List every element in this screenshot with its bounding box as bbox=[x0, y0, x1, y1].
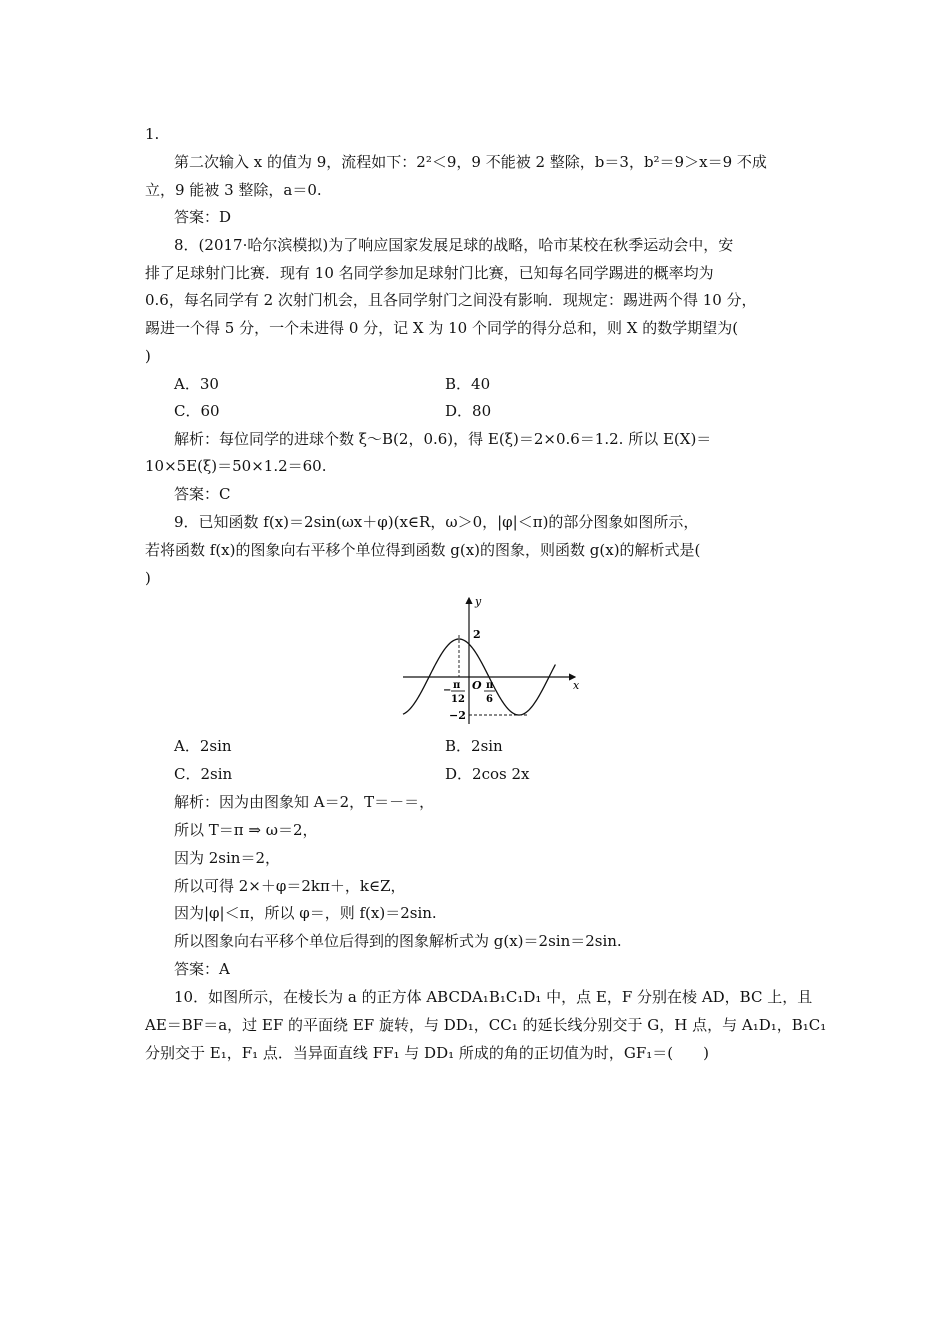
solution-line: 所以图象向右平移个单位后得到的图象解析式为 g(x)＝2sin＝2sin. bbox=[174, 932, 622, 950]
solution-line: 所以可得 2×＋φ＝2kπ＋，k∈Z， bbox=[174, 877, 406, 895]
question-8: 8．(2017·哈尔滨模拟)为了响应国家发展足球的战略，哈市某校在秋季运动会中，安 bbox=[174, 236, 734, 254]
text-line: 第二次输入 x 的值为 9，流程如下：2²＜9，9 不能被 2 整除，b＝3，b²＝9＞x＝9 不成 bbox=[174, 153, 767, 171]
text-line: ) bbox=[145, 347, 151, 365]
max-label: 2 bbox=[473, 628, 481, 641]
solution-line: 解析：因为由图象知 A＝2，T＝－＝， bbox=[174, 793, 435, 811]
option-a: A．30 bbox=[174, 375, 219, 393]
sine-graph bbox=[395, 592, 595, 728]
answer-line: 答案：C bbox=[174, 485, 231, 503]
text-line: AE＝BF＝a，过 EF 的平面绕 EF 旋转，与 DD₁，CC₁ 的延长线分别交于 G，H 点，与 A₁D₁，B₁C₁ bbox=[145, 1016, 827, 1034]
text-line: 分别交于 E₁，F₁ 点．当异面直线 FF₁ 与 DD₁ 所成的角的正切值为时，GF₁＝( ) bbox=[145, 1044, 709, 1062]
option-d: D．2cos 2x bbox=[445, 765, 530, 783]
y-axis-label: y bbox=[475, 595, 482, 608]
text-line: ) bbox=[145, 569, 151, 587]
text-line: 踢进一个得 5 分，一个未进得 0 分，记 X 为 10 个同学的得分总和，则 X 的数学期望为( bbox=[145, 319, 739, 337]
text-line: 若将函数 f(x)的图象向右平移个单位得到函数 g(x)的图象，则函数 g(x)的解析式是( bbox=[145, 541, 701, 559]
right-tick-pi: π bbox=[486, 680, 494, 691]
origin-label: O bbox=[472, 679, 482, 692]
question-9: 9．已知函数 f(x)＝2sin(ωx＋φ)(x∈R，ω＞0，|φ|＜π)的部分图象如图所示， bbox=[174, 513, 699, 531]
right-tick-den: 6 bbox=[486, 694, 493, 705]
option-b: B．40 bbox=[445, 375, 491, 393]
solution-line: 因为 2sin＝2， bbox=[174, 849, 281, 867]
solution-line: 解析：每位同学的进球个数 ξ～B(2，0.6)，得 E(ξ)＝2×0.6＝1.2. 所以 E(X)＝ bbox=[174, 430, 712, 448]
text-line: 0.6，每名同学有 2 次射门机会，且各同学射门之间没有影响．现规定：踢进两个得 10 分， bbox=[145, 291, 757, 309]
option-d: D．80 bbox=[445, 402, 492, 420]
option-c: C．2sin bbox=[174, 765, 233, 783]
question-10: 10．如图所示，在棱长为 a 的正方体 ABCDA₁B₁C₁D₁ 中，点 E，F 分别在棱 AD，BC 上，且 bbox=[174, 988, 813, 1006]
text-line: 排了足球射门比赛．现有 10 名同学参加足球射门比赛，已知每名同学踢进的概率均为 bbox=[145, 264, 714, 282]
solution-line: 10×5E(ξ)＝50×1.2＝60. bbox=[145, 457, 327, 475]
min-label: −2 bbox=[449, 709, 466, 722]
solution-line: 所以 T＝π ⇒ ω＝2， bbox=[174, 821, 318, 839]
x-axis-label: x bbox=[573, 679, 580, 692]
left-tick-sign: − bbox=[443, 685, 452, 696]
answer-line: 答案：A bbox=[174, 960, 230, 978]
solution-line: 因为|φ|＜π，所以 φ＝，则 f(x)＝2sin. bbox=[174, 904, 437, 922]
option-c: C．60 bbox=[174, 402, 220, 420]
answer-line: 答案：D bbox=[174, 208, 232, 226]
option-b: B．2sin bbox=[445, 737, 503, 755]
option-a: A．2sin bbox=[174, 737, 232, 755]
left-tick-pi: π bbox=[453, 680, 461, 691]
text-line: 1. bbox=[145, 125, 160, 143]
text-line: 立，9 能被 3 整除，a＝0. bbox=[145, 181, 322, 199]
left-tick-den: 12 bbox=[451, 694, 465, 705]
